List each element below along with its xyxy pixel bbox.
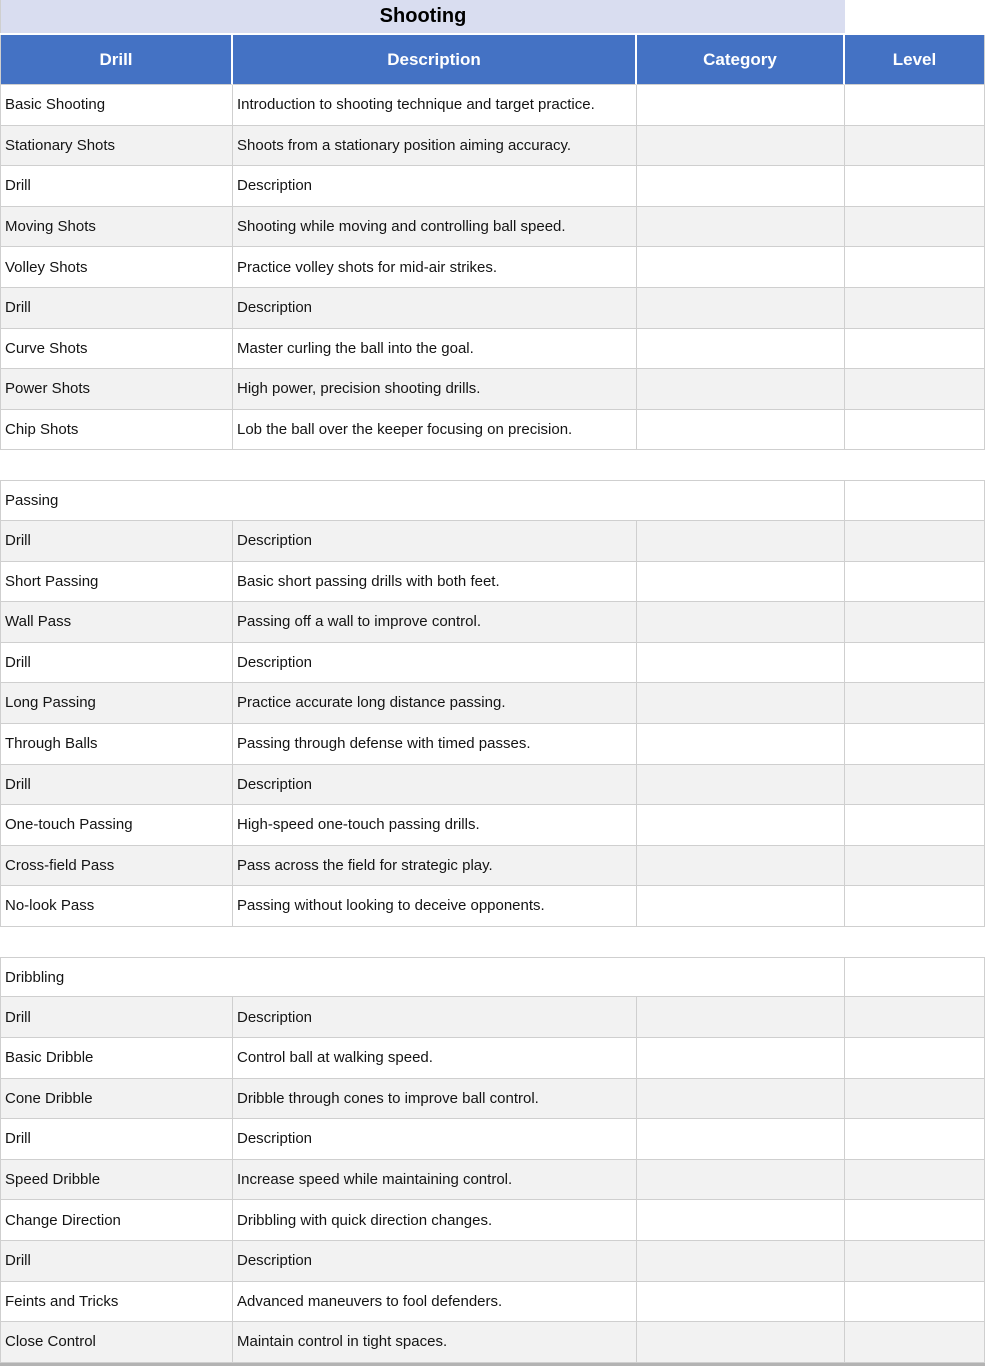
level-cell[interactable] [845,602,985,643]
table-row [0,369,985,410]
description-cell[interactable]: Practice volley shots for mid-air strikes. [233,247,637,288]
level-cell[interactable] [845,765,985,806]
table-row [0,1282,985,1323]
category-cell[interactable] [637,1038,845,1079]
drill-cell[interactable]: Power Shots [0,369,233,410]
category-cell[interactable] [637,602,845,643]
drill-cell[interactable]: Drill [0,521,233,562]
table-title[interactable]: Shooting [0,0,845,33]
description-cell[interactable]: Description [233,765,637,806]
description-cell[interactable]: Passing off a wall to improve control. [233,602,637,643]
category-cell[interactable] [637,1241,845,1282]
category-cell[interactable] [637,247,845,288]
description-cell[interactable]: Description [233,997,637,1038]
level-cell[interactable] [845,126,985,167]
drill-cell[interactable]: No-look Pass [0,886,233,927]
drill-cell[interactable]: Drill [0,1241,233,1282]
category-cell[interactable] [637,1282,845,1323]
drill-cell[interactable]: Drill [0,765,233,806]
category-cell[interactable] [637,846,845,887]
category-cell[interactable] [637,886,845,927]
drill-cell[interactable]: Drill [0,997,233,1038]
category-cell[interactable] [637,1160,845,1201]
table-passing [0,480,985,927]
category-cell[interactable] [637,1119,845,1160]
level-cell[interactable] [845,1119,985,1160]
drill-cell[interactable]: Close Control [0,1322,233,1363]
description-cell[interactable]: Increase speed while maintaining control. [233,1160,637,1201]
category-cell[interactable] [637,643,845,684]
description-cell[interactable]: Lob the ball over the keeper focusing on precision. [233,410,637,451]
table-row [0,1119,985,1160]
table-row [0,1160,985,1201]
table-row [0,602,985,643]
category-cell[interactable] [637,369,845,410]
drill-cell[interactable]: Drill [0,643,233,684]
category-cell[interactable] [637,1079,845,1120]
description-cell[interactable]: Passing without looking to deceive opponents. [233,886,637,927]
title-row-spacer [845,0,985,33]
category-cell[interactable] [637,410,845,451]
level-cell[interactable] [845,207,985,248]
section-label-cell[interactable]: Dribbling [0,957,845,998]
category-cell[interactable] [637,521,845,562]
category-cell[interactable] [637,166,845,207]
section-label-cell[interactable]: Passing [0,480,845,521]
level-cell[interactable] [845,683,985,724]
description-cell[interactable]: Shooting while moving and controlling ball speed. [233,207,637,248]
level-cell[interactable] [845,1079,985,1120]
table-row [0,1038,985,1079]
section-row-dribbling [0,957,985,998]
drill-cell[interactable]: Cone Dribble [0,1079,233,1120]
column-header-row [0,35,985,85]
category-cell[interactable] [637,1200,845,1241]
description-cell[interactable]: Description [233,521,637,562]
drill-cell[interactable]: Moving Shots [0,207,233,248]
table-dribbling [0,957,985,1366]
table-row [0,997,985,1038]
description-cell[interactable]: Description [233,1241,637,1282]
drill-cell[interactable]: One-touch Passing [0,805,233,846]
category-cell[interactable] [637,683,845,724]
description-cell[interactable]: Advanced maneuvers to fool defenders. [233,1282,637,1323]
level-cell[interactable] [845,480,985,521]
drill-cell[interactable]: Drill [0,166,233,207]
drill-cell[interactable]: Through Balls [0,724,233,765]
description-cell[interactable]: Description [233,643,637,684]
drill-cell[interactable]: Drill [0,1119,233,1160]
table-row [0,521,985,562]
table-row [0,886,985,927]
description-cell[interactable]: Pass across the field for strategic play. [233,846,637,887]
column-header-level[interactable]: Level [845,35,985,85]
category-cell[interactable] [637,765,845,806]
table-row [0,562,985,603]
description-cell[interactable]: Passing through defense with timed passes. [233,724,637,765]
description-cell[interactable]: Description [233,166,637,207]
level-cell[interactable] [845,805,985,846]
description-cell[interactable]: Introduction to shooting technique and target practice. [233,85,637,126]
table-row [0,1241,985,1282]
description-cell[interactable]: Master curling the ball into the goal. [233,329,637,370]
description-cell[interactable]: Control ball at walking speed. [233,1038,637,1079]
category-cell[interactable] [637,288,845,329]
level-cell[interactable] [845,846,985,887]
table-row [0,1079,985,1120]
table-row [0,410,985,451]
drill-cell[interactable]: Long Passing [0,683,233,724]
drill-cell[interactable]: Feints and Tricks [0,1282,233,1323]
description-cell[interactable]: Description [233,1119,637,1160]
table-row [0,765,985,806]
level-cell[interactable] [845,957,985,998]
level-cell[interactable] [845,997,985,1038]
level-cell[interactable] [845,1241,985,1282]
description-cell[interactable]: Description [233,288,637,329]
category-cell[interactable] [637,562,845,603]
table-row [0,643,985,684]
level-cell[interactable] [845,369,985,410]
category-cell[interactable] [637,805,845,846]
level-cell[interactable] [845,247,985,288]
drill-cell[interactable]: Speed Dribble [0,1160,233,1201]
level-cell[interactable] [845,288,985,329]
table-row [0,846,985,887]
level-cell[interactable] [845,329,985,370]
level-cell[interactable] [845,1038,985,1079]
description-cell[interactable]: Shoots from a stationary position aiming accuracy. [233,126,637,167]
description-cell[interactable]: Basic short passing drills with both feet. [233,562,637,603]
drill-cell[interactable]: Stationary Shots [0,126,233,167]
level-cell[interactable] [845,166,985,207]
level-cell[interactable] [845,562,985,603]
table-row [0,329,985,370]
description-cell[interactable]: Dribble through cones to improve ball control. [233,1079,637,1120]
description-cell[interactable]: Maintain control in tight spaces. [233,1322,637,1363]
category-cell[interactable] [637,1322,845,1363]
column-header-category[interactable]: Category [637,35,845,85]
category-cell[interactable] [637,997,845,1038]
drill-cell[interactable]: Chip Shots [0,410,233,451]
drill-cell[interactable]: Wall Pass [0,602,233,643]
table-row [0,683,985,724]
table-row [0,166,985,207]
drill-cell[interactable]: Curve Shots [0,329,233,370]
section-row-passing [0,480,985,521]
drill-cell[interactable]: Drill [0,288,233,329]
description-cell[interactable]: Dribbling with quick direction changes. [233,1200,637,1241]
table-title-row [0,0,985,35]
category-cell[interactable] [637,85,845,126]
drill-cell[interactable]: Cross-field Pass [0,846,233,887]
level-cell[interactable] [845,724,985,765]
table-row [0,288,985,329]
category-cell[interactable] [637,126,845,167]
description-cell[interactable]: Practice accurate long distance passing. [233,683,637,724]
table-row [0,805,985,846]
category-cell[interactable] [637,329,845,370]
table-row [0,247,985,288]
level-cell[interactable] [845,1160,985,1201]
drill-cell[interactable]: Basic Dribble [0,1038,233,1079]
drill-cell[interactable]: Volley Shots [0,247,233,288]
table-row [0,1200,985,1241]
description-cell[interactable]: High power, precision shooting drills. [233,369,637,410]
category-cell[interactable] [637,724,845,765]
table-shooting [0,0,985,450]
level-cell[interactable] [845,85,985,126]
table-row [0,1322,985,1363]
drill-cell[interactable]: Short Passing [0,562,233,603]
level-cell[interactable] [845,1322,985,1363]
level-cell[interactable] [845,410,985,451]
level-cell[interactable] [845,886,985,927]
table-row [0,207,985,248]
table-row [0,126,985,167]
level-cell[interactable] [845,643,985,684]
column-header-description[interactable]: Description [233,35,637,85]
table-row [0,85,985,126]
level-cell[interactable] [845,1282,985,1323]
level-cell[interactable] [845,1200,985,1241]
column-header-drill[interactable]: Drill [0,35,233,85]
level-cell[interactable] [845,521,985,562]
drill-cell[interactable]: Change Direction [0,1200,233,1241]
table-row [0,724,985,765]
category-cell[interactable] [637,207,845,248]
description-cell[interactable]: High-speed one-touch passing drills. [233,805,637,846]
drill-cell[interactable]: Basic Shooting [0,85,233,126]
